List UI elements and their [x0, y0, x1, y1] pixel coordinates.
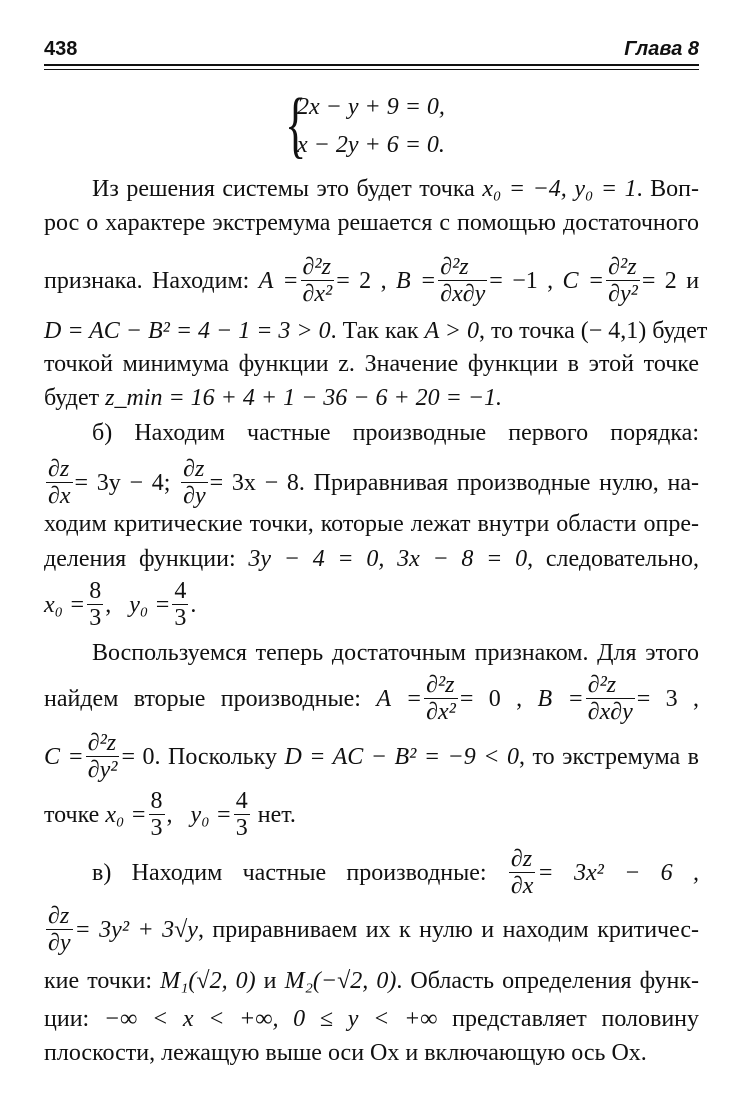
fraction: $\frac{4}{3}$ — [174, 578, 187, 631]
system-equation-2: x − 2y + 6 = 0. — [297, 132, 445, 158]
fraction: $\frac{\text{∂²z}}{\text{∂x²}}$ — [302, 254, 333, 307]
fraction: $\frac{8}{3}$ — [150, 788, 163, 841]
text-line: C = $\frac{\text{∂²z}}{\text{∂y²}}$ = 0. Поскольку D = AC − B² = −9 < 0, то экстремума в — [44, 730, 700, 783]
text-line: ходим критические точки, которые лежат внутри области опре- — [44, 511, 699, 537]
text-line: x₀ = $\frac{8}{3}$ , y₀ = $\frac{4}{3}$ . — [44, 578, 197, 631]
fraction: $\frac{\partial z}{\partial y}$ — [48, 903, 71, 956]
fraction: $\frac{\partial z}{\partial x}$ — [48, 456, 71, 509]
text-line: Из решения системы это будет точка x₀ = −4, y₀ = 1. Воп- — [92, 176, 700, 202]
text-line: точкой минимума функции z. Значение функции в этой точке — [44, 351, 699, 377]
fraction: $\frac{\text{∂²z}}{\text{∂y²}}$ — [608, 254, 638, 307]
fraction: $\frac{\text{∂²z}}{\text{∂x²}}$ — [426, 672, 456, 725]
text-line: Воспользуемся теперь достаточным признаком. Для этого — [92, 640, 699, 666]
text-line: кие точки: M₁(√2, 0) и M₂(−√2, 0). Область определения функ- — [44, 968, 700, 994]
fraction: $\frac{\text{∂²z}}{\partial x\partial y}$ — [440, 254, 486, 307]
text-line: ции: −∞ < x < +∞, 0 ≤ y < +∞ представляет половину — [44, 1006, 700, 1032]
fraction: $\frac{\partial z}{\partial x}$ — [510, 846, 534, 899]
text-line: $\frac{\partial z}{\partial y}$ = 3y² + 3√y, приравниваем их к нулю и находим критичес- — [48, 903, 700, 956]
fraction: $\frac{\text{∂²z}}{\text{∂y²}}$ — [87, 730, 118, 783]
formula: x₀ = −4, y₀ = 1 — [482, 176, 637, 202]
text-line: плоскости, лежащую выше оси Ox и включающую ось Ox. — [44, 1040, 647, 1066]
page-number: 438 — [44, 38, 78, 60]
text-line: б) Находим частные производные первого порядка: — [92, 420, 699, 446]
text-line: признака. Находим: A = $\frac{\text{∂²z}}{\text{∂x²}}$ = 2 , B = $\frac{\text{∂²z}}{\partial x\partial y}$ = −1 , C = $\frac{\text{∂²z}}{\text{∂y²}}$ = 2 и — [44, 254, 700, 307]
text-line: точке x₀ = $\frac{8}{3}$ , y₀ = $\frac{4}{3}$ нет. — [44, 788, 296, 841]
text-line: в) Находим частные производные: $\frac{\partial z}{\partial x}$ = 3x² − 6 , — [92, 846, 699, 899]
text-line: $\frac{\partial z}{\partial x}$ = 3y − 4; $\frac{\partial z}{\partial y}$ = 3x − 8. Приравнивая производные нулю, на- — [48, 456, 700, 509]
text-line: D = AC − B² = 4 − 1 = 3 > 0. Так как A > 0, то точка (− 4,1) будет — [44, 318, 708, 344]
header-rule — [44, 64, 699, 66]
fraction: $\frac{\partial z}{\partial y}$ — [183, 456, 206, 509]
header-rule-thin — [44, 69, 699, 70]
system-equation-1: 2x − y + 9 = 0, — [297, 94, 445, 120]
system-brace: { — [285, 84, 307, 166]
text-line: деления функции: 3y − 4 = 0, 3x − 8 = 0, следовательно, — [44, 546, 699, 572]
fraction: $\frac{8}{3}$ — [89, 578, 102, 631]
text-line: рос о характере экстремума решается с помощью достаточного — [44, 210, 699, 236]
fraction: $\frac{\text{∂²z}}{\partial x\partial y}$ — [587, 672, 633, 725]
chapter-title: Глава 8 — [624, 38, 699, 60]
fraction: $\frac{4}{3}$ — [235, 788, 248, 841]
text-line: будет z_min = 16 + 4 + 1 − 36 − 6 + 20 = −1. — [44, 385, 503, 411]
text-line: найдем вторые производные: A = $\frac{\text{∂²z}}{\text{∂x²}}$ = 0 , B = $\frac{\text{∂²z}}{\partial x\partial y}$ = 3 , — [44, 672, 700, 725]
